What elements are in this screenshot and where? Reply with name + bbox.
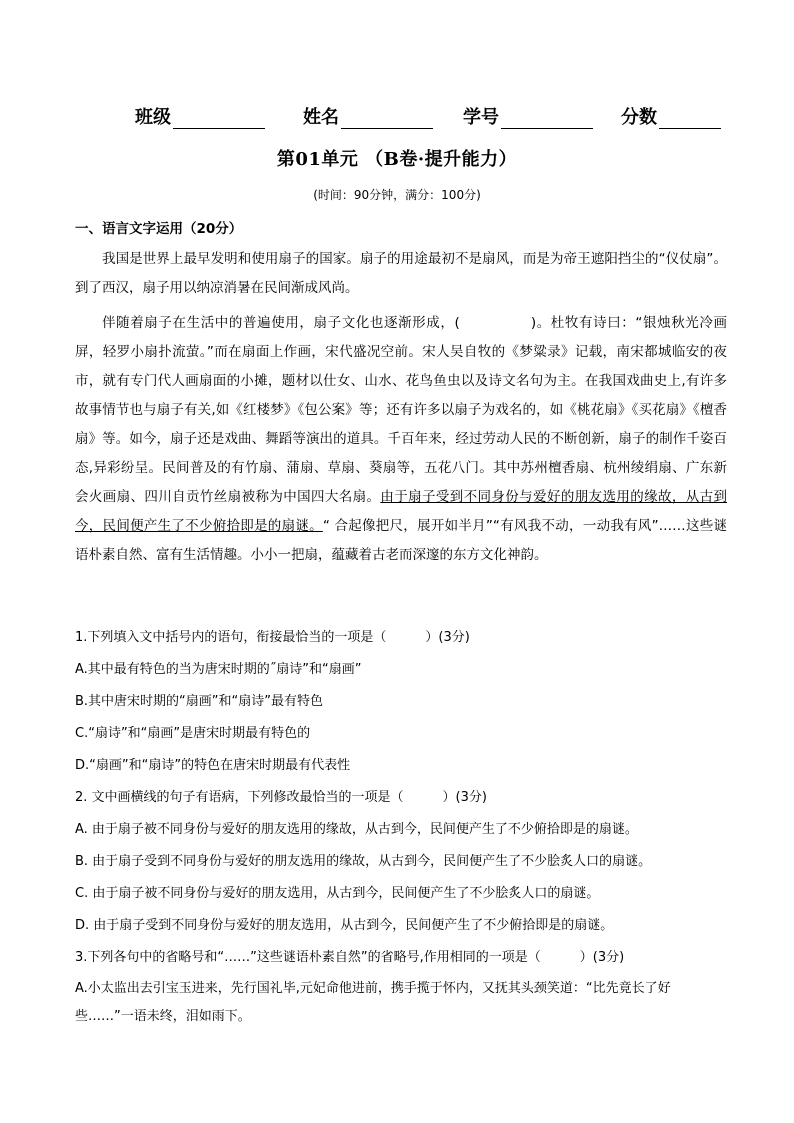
class-blank[interactable]: [173, 108, 265, 129]
question-1-option-a[interactable]: A.其中最有特色的当为唐宋时期的˝扇诗”和“扇画”: [75, 662, 362, 677]
question-3: 3.下列各句中的省略号和“……”这些谜语朴素自然”的省略号,作用相同的一项是（ ）(3分): [75, 950, 625, 965]
page-title: 第01单元 （B卷·提升能力）: [276, 149, 518, 170]
score-blank[interactable]: [659, 108, 721, 129]
question-1-option-d[interactable]: D.“扇画”和“扇诗”的特色在唐宋时期最有代表性: [75, 758, 351, 773]
student-id-label: 学号: [463, 107, 499, 128]
question-1-option-b[interactable]: B.其中唐宋时期的“扇画”和“扇诗”最有特色: [75, 694, 323, 709]
question-2-option-a[interactable]: A. 由于扇子被不同身份与爱好的朋友选用的缘故，从古到今，民间便产生了不少俯拾即是的扇谜。: [75, 822, 638, 837]
student-id-blank[interactable]: [501, 108, 593, 129]
passage-text: 伴随着扇子在生活中的普遍使用，扇子文化也逐渐形成，( )。杜牧有诗曰：“银烛秋光冷画屏，轻罗小扇扑流萤。”而在扇面上作画，宋代盛况空前。宋人吴自牧的《梦粱录》记载，南宋都城临安的夜市，就有专门代人画扇面的小摊，题材以仕女、山水、花鸟鱼虫以及诗文名句为主。在我国戏曲史上,有许多故事情节也与扇子有关,如《红楼梦》《包公案》等；还有许多以扇子为戏名的，如《桃花扇》《买花扇》《檀香扇》等。如今，扇子还是戏曲、舞蹈等演出的道具。千百年来，经过劳动人民的不断创新，扇子的制作千姿百态,异彩纷呈。民间普及的有竹扇、蒲扇、草扇、葵扇等，五花八门。其中苏州檀香扇、杭州绫绢扇、广东新会火画扇、四川自贡竹丝扇被称为中国四大名扇。: [75, 315, 727, 505]
class-field: [135, 103, 265, 129]
question-2-option-d[interactable]: D. 由于扇子受到不同身份与爱好的朋友选用，从古到今，民间便产生了不少俯拾即是的扇谜。: [75, 918, 614, 933]
score-field: [621, 103, 721, 129]
question-3-option-a[interactable]: A.小太监出去引宝玉进来，先行国礼毕,元妃命他进前，携手揽于怀内，又抚其头颈笑道：“比先竟长了好些……”一语未终，泪如雨下。: [75, 981, 671, 1024]
passage-paragraph-1: 我国是世界上最早发明和使用扇子的国家。扇子的用途最初不是扇风，而是为帝王遮阳挡尘的“仪仗扇”。到了西汉，扇子用以纳凉消暑在民间渐成风尚。: [75, 251, 727, 296]
section-heading: 一、语言文字运用（20分）: [75, 221, 243, 237]
student-info-line: [130, 103, 730, 133]
question-1: 1.下列填入文中括号内的语句，衔接最恰当的一项是（ ）(3分): [75, 630, 470, 645]
question-2-option-b[interactable]: B. 由于扇子受到不同身份与爱好的朋友选用的缘故，从古到今，民间便产生了不少脍炙人口的扇谜。: [75, 854, 652, 869]
question-2: 2. 文中画横线的句子有语病，下列修改最恰当的一项是（ ）(3分): [75, 790, 487, 805]
question-2-option-c[interactable]: C. 由于扇子被不同身份与爱好的朋友选用，从古到今，民间便产生了不少脍炙人口的扇谜。: [75, 886, 600, 901]
name-label: 姓名: [303, 107, 339, 128]
name-blank[interactable]: [341, 108, 433, 129]
underlined-sentence: 由于扇子受到不同身份与爱好的朋友选用的缘故，从古到今，民间便产生了不少俯拾即是的扇谜。: [75, 489, 728, 534]
name-field: [303, 103, 433, 129]
student-id-field: [463, 103, 593, 129]
exam-subtitle: (时间：90分钟，满分：100分): [313, 188, 481, 202]
score-label: 分数: [621, 107, 657, 128]
question-1-option-c[interactable]: C.“扇诗”和“扇画”是唐宋时期最有特色的: [75, 726, 311, 741]
passage-paragraph-2: [75, 309, 727, 570]
passage-text-end: “ 合起像把尺，展开如半月”“有风我不动，一动我有风”……这些谜语朴素自然、富有生活情趣。小小一把扇，蕴藏着古老而深邃的东方文化神韵。: [75, 518, 727, 563]
class-label: 班级: [135, 107, 171, 128]
